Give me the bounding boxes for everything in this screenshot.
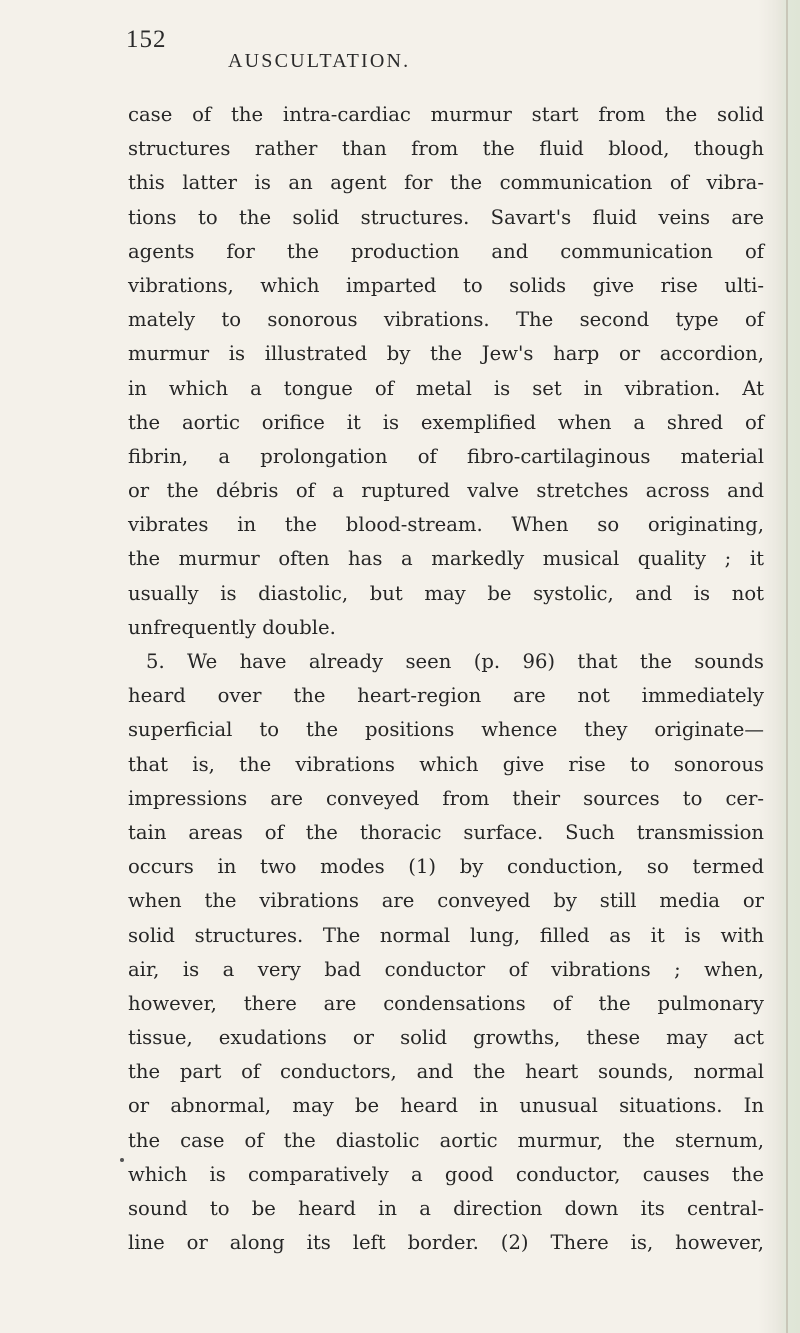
page-number: 152 bbox=[126, 26, 167, 53]
text-line: air, is a very bad conductor of vibrations ; when, bbox=[128, 957, 764, 981]
text-line: superficial to the positions whence they originate— bbox=[128, 718, 764, 742]
text-line: heard over the heart-region are not immediately bbox=[128, 684, 764, 708]
text-line: line or along its left border. (2) There is, however, bbox=[128, 1231, 764, 1255]
text-line: solid structures. The normal lung, filled as it is with bbox=[128, 923, 764, 947]
text-line: the part of conductors, and the heart sounds, normal bbox=[128, 1060, 764, 1084]
text-line: tissue, exudations or solid growths, these may act bbox=[128, 1026, 764, 1050]
page-edge-shadow bbox=[758, 0, 800, 1333]
text-line: the case of the diastolic aortic murmur, the sternum, bbox=[128, 1128, 764, 1152]
text-line: the murmur often has a markedly musical quality ; it bbox=[128, 547, 764, 571]
margin-mark bbox=[120, 1158, 124, 1162]
text-line: this latter is an agent for the communication of vibra- bbox=[128, 171, 764, 195]
text-line: or abnormal, may be heard in unusual situations. In bbox=[128, 1094, 764, 1118]
text-line: usually is diastolic, but may be systolic, and is not bbox=[128, 581, 764, 605]
text-line: in which a tongue of metal is set in vibration. At bbox=[128, 376, 764, 400]
text-line: occurs in two modes (1) by conduction, so termed bbox=[128, 855, 764, 879]
text-line: structures rather than from the fluid blood, though bbox=[128, 137, 764, 161]
text-line: tions to the solid structures. Savart's fluid veins are bbox=[128, 205, 764, 229]
text-line: case of the intra-cardiac murmur start from the solid bbox=[128, 103, 764, 126]
text-line: fibrin, a prolongation of fibro-cartilaginous material bbox=[128, 444, 764, 468]
text-line: mately to sonorous vibrations. The second type of bbox=[128, 308, 764, 332]
text-line: or the débris of a ruptured valve stretches across and bbox=[128, 479, 764, 503]
running-head: AUSCULTATION. bbox=[228, 50, 411, 72]
body-text bbox=[128, 98, 764, 1260]
text-line: murmur is illustrated by the Jew's harp or accordion, bbox=[128, 342, 764, 366]
text-line: agents for the production and communication of bbox=[128, 239, 764, 263]
page-edge-line bbox=[786, 0, 788, 1333]
text-line: however, there are condensations of the pulmonary bbox=[128, 991, 764, 1015]
text-line: vibrations, which imparted to solids give rise ulti- bbox=[128, 273, 764, 297]
text-line: when the vibrations are conveyed by still media or bbox=[128, 889, 764, 913]
text-line: that is, the vibrations which give rise to sonorous bbox=[128, 752, 764, 776]
text-line: which is comparatively a good conductor, causes the bbox=[128, 1162, 764, 1186]
text-line: the aortic orifice it is exemplified when a shred of bbox=[128, 410, 764, 434]
text-line: 5. We have already seen (p. 96) that the sounds bbox=[146, 650, 764, 673]
text-line: impressions are conveyed from their sources to cer- bbox=[128, 786, 764, 810]
text-line: unfrequently double. bbox=[128, 615, 336, 639]
text-line: tain areas of the thoracic surface. Such transmission bbox=[128, 820, 764, 844]
text-line: sound to be heard in a direction down its central- bbox=[128, 1197, 764, 1220]
text-line: vibrates in the blood-stream. When so originating, bbox=[128, 513, 764, 537]
